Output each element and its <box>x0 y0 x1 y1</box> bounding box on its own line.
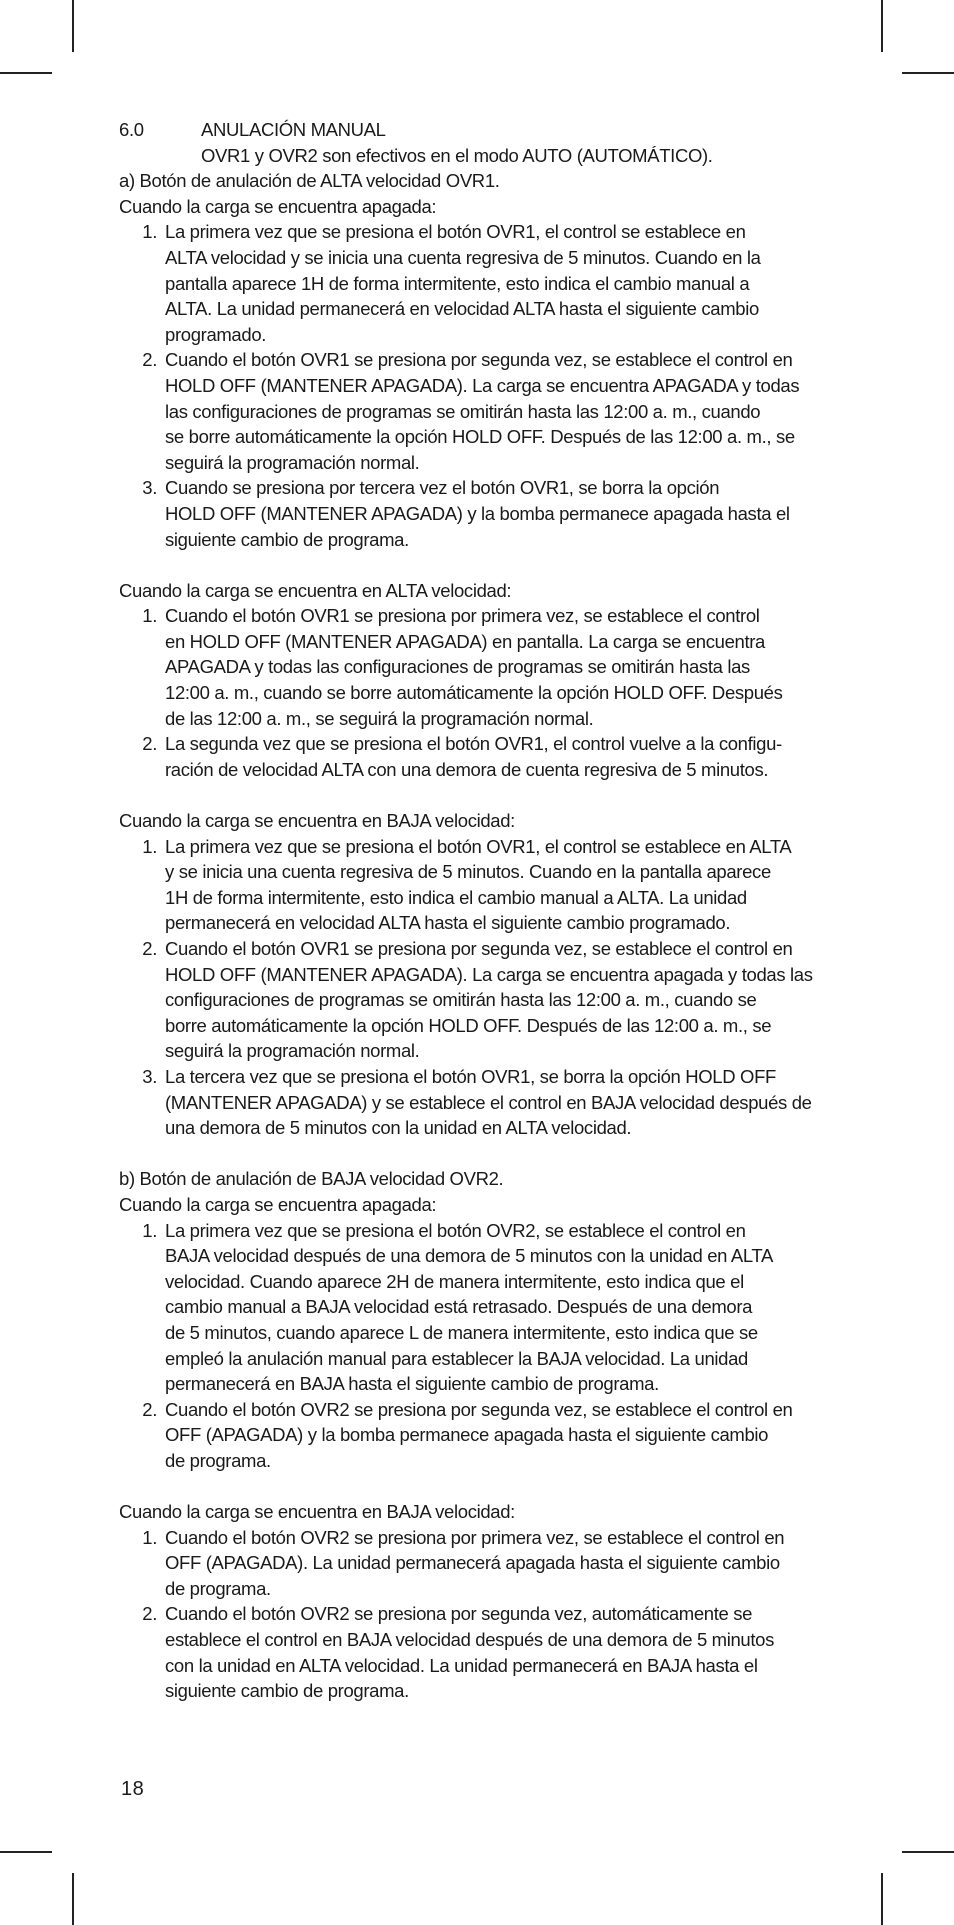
text-line: de 5 minutos, cuando aparece L de manera intermitente, esto indica que se <box>165 1321 758 1343</box>
text-line: permanecerá en BAJA hasta el siguiente cambio de programa. <box>165 1373 659 1395</box>
section-heading <box>119 117 819 168</box>
text-line: Cuando el botón OVR1 se presiona por segunda vez, se establece el control en <box>165 349 793 371</box>
text-line: Cuando el botón OVR1 se presiona por segunda vez, se establece el control en <box>165 938 793 959</box>
text-line: velocidad. Cuando aparece 2H de manera intermitente, esto indica que el <box>165 1270 744 1292</box>
section-subtitle: OVR1 y OVR2 son efectivos en el modo AUTO (AUTOMÁTICO). <box>201 144 713 166</box>
list-item-text <box>165 1397 819 1474</box>
text-line: Cuando el botón OVR2 se presiona por segunda vez, automáticamente se <box>165 1603 753 1625</box>
text-line: permanecerá en velocidad ALTA hasta el siguiente cambio programado. <box>165 912 731 934</box>
list-item-text <box>165 1218 819 1397</box>
text-line: cambio manual a BAJA velocidad está retrasado. Después de una demora <box>165 1296 753 1318</box>
crop-mark <box>902 72 954 74</box>
list-item <box>119 1397 819 1474</box>
list-item <box>119 1064 819 1141</box>
part-b <box>119 1166 819 1703</box>
list-item <box>119 219 819 347</box>
text-line: de las 12:00 a. m., se seguirá la programación normal. <box>165 707 594 729</box>
text-line: ALTA. La unidad permanecerá en velocidad ALTA hasta el siguiente cambio <box>165 298 759 320</box>
manual-page <box>119 117 819 1704</box>
list-item-number: 1. <box>142 835 157 857</box>
text-line: pantalla aparece 1H de forma intermitente, esto indica el cambio manual a <box>165 272 750 294</box>
text-line: La tercera vez que se presiona el botón OVR1, se borra la opción HOLD OFF <box>165 1065 776 1087</box>
text-line: seguirá la programación normal. <box>165 1040 420 1062</box>
text-line: empleó la anulación manual para establecer la BAJA velocidad. La unidad <box>165 1347 748 1369</box>
numbered-list <box>119 834 819 1141</box>
list-item-number: 2. <box>142 1603 157 1625</box>
text-line: en HOLD OFF (MANTENER APAGADA) en pantalla. La carga se encuentra <box>165 630 765 652</box>
text-line: siguiente cambio de programa. <box>165 1680 409 1702</box>
text-line: configuraciones de programas se omitirán hasta las 12:00 a. m., cuando se <box>165 989 757 1011</box>
text-line: OFF (APAGADA) y la bomba permanece apagada hasta el siguiente cambio <box>165 1424 769 1446</box>
list-item-number: 1. <box>142 1219 157 1241</box>
text-line: OFF (APAGADA). La unidad permanecerá apagada hasta el siguiente cambio <box>165 1552 780 1574</box>
text-line: las configuraciones de programas se omitirán hasta las 12:00 a. m., cuando <box>165 400 761 422</box>
crop-mark <box>881 0 883 52</box>
crop-mark <box>0 1851 52 1853</box>
text-line: HOLD OFF (MANTENER APAGADA). La carga se encuentra apagada y todas las <box>165 963 813 985</box>
list-item-text <box>165 1064 819 1141</box>
text-line: APAGADA y todas las configuraciones de programas se omitirán hasta las <box>165 656 750 678</box>
text-line: se borre automáticamente la opción HOLD OFF. Después de las 12:00 a. m., se <box>165 426 795 448</box>
list-item-number: 2. <box>142 733 157 755</box>
list-item-number: 2. <box>142 1398 157 1420</box>
part-a <box>119 168 819 1166</box>
section-number: 6.0 <box>119 119 144 140</box>
text-line: 12:00 a. m., cuando se borre automáticamente la opción HOLD OFF. Después <box>165 682 783 704</box>
text-line: borre automáticamente la opción HOLD OFF. Después de las 12:00 a. m., se <box>165 1014 772 1036</box>
text-line: Cuando el botón OVR2 se presiona por segunda vez, se establece el control en <box>165 1398 793 1420</box>
text-line: establece el control en BAJA velocidad después de una demora de 5 minutos <box>165 1629 774 1651</box>
list-item-text <box>165 936 819 1064</box>
list-item-number: 1. <box>142 221 157 243</box>
group-intro: Cuando la carga se encuentra en BAJA velocidad: <box>119 810 515 832</box>
group-intro: Cuando la carga se encuentra apagada: <box>119 1193 437 1215</box>
list-item-text <box>165 219 819 347</box>
list-item-text <box>165 475 819 552</box>
list-item <box>119 834 819 936</box>
text-line: siguiente cambio de programa. <box>165 528 409 550</box>
numbered-list <box>119 219 819 552</box>
text-line: y se inicia una cuenta regresiva de 5 minutos. Cuando en la pantalla aparece <box>165 861 771 883</box>
list-item-text <box>165 603 819 731</box>
group-intro: Cuando la carga se encuentra en BAJA velocidad: <box>119 1501 515 1523</box>
list-item <box>119 603 819 731</box>
group-intro: Cuando la carga se encuentra en ALTA velocidad: <box>119 579 512 601</box>
text-line: Cuando se presiona por tercera vez el botón OVR1, se borra la opción <box>165 477 720 499</box>
list-item <box>119 347 819 475</box>
text-line: Cuando el botón OVR2 se presiona por primera vez, se establece el control en <box>165 1526 785 1548</box>
text-line: Cuando el botón OVR1 se presiona por primera vez, se establece el control <box>165 605 760 627</box>
list-item <box>119 475 819 552</box>
list-item <box>119 1601 819 1703</box>
numbered-list <box>119 1525 819 1704</box>
list-item-number: 1. <box>142 605 157 627</box>
text-line: ración de velocidad ALTA con una demora de cuenta regresiva de 5 minutos. <box>165 758 769 780</box>
list-item-text <box>165 347 819 475</box>
text-line: La primera vez que se presiona el botón OVR1, el control se establece en <box>165 221 746 243</box>
crop-mark <box>881 1873 883 1925</box>
list-item <box>119 731 819 782</box>
text-line: La segunda vez que se presiona el botón OVR1, el control vuelve a la configu- <box>165 733 782 755</box>
text-line: seguirá la programación normal. <box>165 451 420 473</box>
text-line: La primera vez que se presiona el botón OVR1, el control se establece en ALTA <box>165 835 792 857</box>
text-line: BAJA velocidad después de una demora de 5 minutos con la unidad en ALTA <box>165 1245 773 1267</box>
text-line: HOLD OFF (MANTENER APAGADA). La carga se encuentra APAGADA y todas <box>165 374 800 396</box>
numbered-list <box>119 603 819 782</box>
list-item-text <box>165 1601 819 1703</box>
group-intro: Cuando la carga se encuentra apagada: <box>119 195 437 217</box>
crop-mark <box>0 72 52 74</box>
text-line: HOLD OFF (MANTENER APAGADA) y la bomba permanece apagada hasta el <box>165 502 790 524</box>
text-line: de programa. <box>165 1449 271 1471</box>
text-line: 1H de forma intermitente, esto indica el cambio manual a ALTA. La unidad <box>165 886 747 908</box>
text-line: ALTA velocidad y se inicia una cuenta regresiva de 5 minutos. Cuando en la <box>165 246 761 268</box>
section-title: ANULACIÓN MANUAL <box>201 119 386 140</box>
list-item-text <box>165 1525 819 1602</box>
list-item <box>119 1218 819 1397</box>
list-item-number: 2. <box>142 938 157 959</box>
list-item-number: 2. <box>142 349 157 371</box>
page-number: 18 <box>121 1778 145 1800</box>
crop-mark <box>902 1851 954 1853</box>
part-a-heading: a) Botón de anulación de ALTA velocidad OVR1. <box>119 170 500 192</box>
list-item-number: 3. <box>142 1065 157 1087</box>
text-line: una demora de 5 minutos con la unidad en ALTA velocidad. <box>165 1117 632 1139</box>
crop-mark <box>72 0 74 52</box>
list-item <box>119 1525 819 1602</box>
text-line: con la unidad en ALTA velocidad. La unidad permanecerá en BAJA hasta el <box>165 1654 758 1676</box>
text-line: de programa. <box>165 1577 271 1599</box>
list-item <box>119 936 819 1064</box>
list-item-text <box>165 731 819 782</box>
list-item-number: 1. <box>142 1526 157 1548</box>
numbered-list <box>119 1218 819 1474</box>
text-line: (MANTENER APAGADA) y se establece el control en BAJA velocidad después de <box>165 1091 812 1113</box>
list-item-text <box>165 834 819 936</box>
text-line: La primera vez que se presiona el botón OVR2, se establece el control en <box>165 1219 746 1241</box>
text-line: programado. <box>165 323 267 345</box>
crop-mark <box>72 1873 74 1925</box>
part-b-heading: b) Botón de anulación de BAJA velocidad OVR2. <box>119 1168 504 1190</box>
list-item-number: 3. <box>142 477 157 499</box>
